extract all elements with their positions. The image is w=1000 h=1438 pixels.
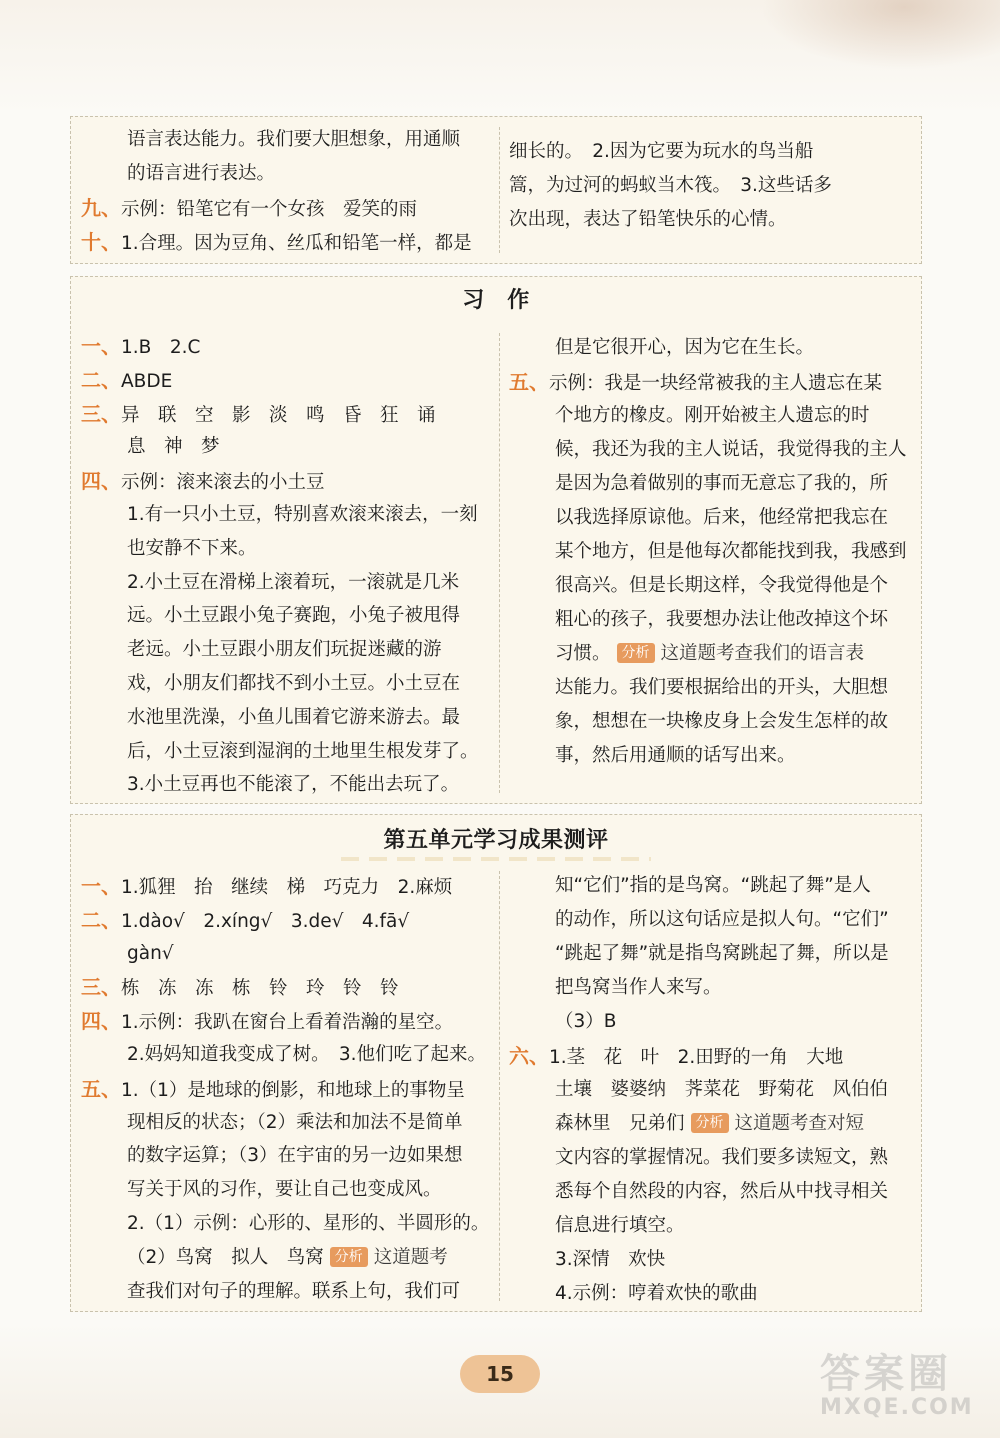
answer-line	[81, 157, 491, 191]
answer-line	[509, 937, 917, 971]
question-number: 一、	[81, 874, 121, 898]
answer-line	[509, 1175, 917, 1209]
answer-line	[81, 970, 491, 1004]
answer-line	[509, 637, 917, 671]
answer-line	[509, 1005, 917, 1039]
answer-line	[81, 566, 491, 600]
answer-text: 以我选择原谅他。后来，他经常把我忘在	[555, 507, 889, 528]
answer-line	[509, 1039, 917, 1073]
answer-line	[81, 1004, 491, 1038]
answer-line	[81, 667, 491, 701]
answer-line	[81, 768, 491, 802]
question-number: 四、	[81, 469, 121, 494]
answer-line	[81, 701, 491, 735]
answer-text: 1.示例：我趴在窗台上看着浩瀚的星空。	[121, 1012, 454, 1034]
answer-line	[509, 1277, 917, 1311]
answer-line	[509, 603, 917, 637]
answer-text: 个地方的橡皮。刚开始被主人遗忘的时	[555, 405, 870, 426]
answer-text: 的数字运算；（3）在宇宙的另一边如果想	[127, 1145, 463, 1167]
question-number: 三、	[81, 975, 121, 1000]
answer-text: 习惯。	[555, 643, 611, 664]
question-number: 二、	[81, 907, 121, 932]
answer-text: 2.妈妈知道我变成了树。 3.他们吃了起来。	[127, 1044, 487, 1065]
answer-text: 息 神 梦	[127, 436, 220, 458]
answer-line	[81, 225, 491, 259]
answer-line	[81, 363, 491, 397]
analysis-text: 这道题考	[373, 1246, 448, 1268]
answer-text: 现相反的状态；（2）乘法和加法不是简单	[127, 1111, 463, 1133]
answer-line	[509, 399, 917, 433]
answer-line	[81, 464, 491, 498]
question-number: 一、	[81, 334, 121, 358]
question-number: 六、	[509, 1044, 549, 1068]
answer-text: 土壤 婆婆纳 荠菜花 野菊花 风伯伯	[555, 1079, 889, 1100]
answer-line	[81, 191, 491, 225]
watermark-line-1: 答案圈	[820, 1351, 952, 1397]
answer-text: 写关于风的习作，要让自己也变成风。	[127, 1179, 442, 1201]
answer-text: 水池里洗澡，小鱼儿围着它游来游去。最	[127, 706, 461, 728]
analysis-badge: 分析	[617, 643, 655, 663]
answer-text: 1.茎 花 叶 2.田野的一角 大地	[549, 1047, 844, 1068]
answer-line	[81, 869, 491, 903]
answer-line	[509, 501, 917, 535]
answer-text: （3）B	[555, 1011, 617, 1032]
answer-text: 的动作，所以这句话应是拟人句。“它们”	[555, 909, 889, 930]
watermark-line-2: MXQE.COM	[820, 1395, 974, 1420]
answer-text: 知“它们”指的是鸟窝。“跳起了舞”是人	[555, 875, 871, 896]
answer-line	[81, 1207, 491, 1241]
answer-text: 文内容的掌握情况。我们要多读短文，熟	[555, 1147, 889, 1168]
answer-line	[509, 569, 917, 603]
answer-text: 1.B 2.C	[121, 337, 201, 358]
answer-line	[509, 135, 917, 169]
question-number: 十、	[81, 230, 121, 254]
answer-line	[509, 1107, 917, 1141]
answer-text: 的语言进行表达。	[127, 163, 276, 184]
answer-line	[509, 203, 917, 237]
answer-line	[81, 430, 491, 464]
answer-text: 栋 冻 冻 栋 铃 玲 铃 铃	[121, 978, 399, 1000]
answer-line	[81, 1072, 491, 1106]
unit-five-test-panel	[70, 814, 922, 1312]
answer-text: 查我们对句子的理解。联系上句，我们可	[127, 1280, 461, 1302]
answer-line	[81, 633, 491, 667]
answer-text: 后，小土豆滚到湿润的土地里生根发芽了。	[127, 740, 479, 762]
answer-text: 达能力。我们要根据给出的开头，大胆想	[555, 677, 889, 698]
column-divider	[499, 127, 500, 253]
answer-line	[81, 735, 491, 769]
column-divider	[499, 871, 500, 1301]
answer-text: 事，然后用通顺的话写出来。	[555, 745, 796, 766]
answer-text: 森林里 兄弟们	[555, 1113, 685, 1134]
answer-line	[81, 532, 491, 566]
answer-text: 细长的。 2.因为它要为玩水的鸟当船	[509, 141, 814, 162]
answer-line	[81, 1038, 491, 1072]
answer-text: 信息进行填空。	[555, 1215, 685, 1236]
answer-line	[509, 705, 917, 739]
analysis-badge: 分析	[330, 1247, 368, 1267]
answer-text: 语言表达能力。我们要大胆想象，用通顺	[127, 129, 461, 150]
question-number: 五、	[81, 1076, 121, 1101]
answer-text: 1.dào√ 2.xíng√ 3.de√ 4.fā√	[121, 910, 410, 932]
answer-line	[509, 971, 917, 1005]
answer-line	[509, 1073, 917, 1107]
answer-text: ABDE	[121, 370, 173, 392]
answer-text: 3.小土豆再也不能滚了，不能出去玩了。	[127, 774, 460, 796]
answer-text: “跳起了舞”就是指鸟窝跳起了舞，所以是	[555, 943, 889, 964]
answer-text: 但是它很开心，因为它在生长。	[555, 337, 815, 358]
section-title-writing: 习 作	[462, 288, 530, 313]
answer-text: 粗心的孩子，我要想办法让他改掉这个坏	[555, 609, 889, 630]
answer-text: 老远。小土豆跟小朋友们玩捉迷藏的游	[127, 639, 442, 661]
answer-line	[81, 397, 491, 431]
section-title-unit-five: 第五单元学习成果测评	[383, 828, 609, 853]
answer-text: 篙，为过河的蚂蚁当木筏。 3.这些话多	[509, 175, 832, 196]
answer-text: （2）鸟窝 拟人 鸟窝	[127, 1246, 324, 1268]
answer-line	[81, 1241, 491, 1275]
answer-text: 示例：滚来滚去的小土豆	[121, 472, 325, 494]
answer-line	[509, 467, 917, 501]
answer-line	[81, 123, 491, 157]
analysis-text: 这道题考查对短	[734, 1113, 865, 1134]
answer-text: 3.深情 欢快	[555, 1249, 666, 1270]
answer-line	[509, 903, 917, 937]
answer-panel-continued	[70, 116, 922, 264]
answer-line	[509, 1141, 917, 1175]
answer-line	[81, 1106, 491, 1140]
answer-line	[509, 535, 917, 569]
question-number: 三、	[81, 401, 121, 426]
answer-text: 1.有一只小土豆，特别喜欢滚来滚去，一刻	[127, 504, 478, 525]
answer-text: 某个地方，但是他每次都能找到我，我感到	[555, 541, 907, 562]
analysis-badge: 分析	[691, 1113, 729, 1133]
answer-text: 1.合理。因为豆角、丝瓜和铅笔一样，都是	[121, 233, 472, 254]
answer-line	[509, 365, 917, 399]
answer-text: gàn√	[127, 942, 174, 964]
answer-line	[509, 433, 917, 467]
answer-text: 示例：我是一块经常被我的主人遗忘在某	[549, 373, 883, 394]
question-number: 五、	[509, 370, 549, 394]
answer-line	[81, 1139, 491, 1173]
paper-stain	[760, 0, 1000, 70]
answer-line	[81, 329, 491, 363]
answer-text: 4.示例：哼着欢快的歌曲	[555, 1283, 758, 1304]
answer-text: 异 联 空 影 淡 鸣 昏 狂 诵	[121, 404, 436, 426]
answer-line	[509, 671, 917, 705]
page-number: 15	[460, 1355, 540, 1393]
answer-line	[509, 739, 917, 773]
answer-text: 悉每个自然段的内容，然后从中找寻相关	[555, 1181, 889, 1202]
answer-text: 1.狐狸 抬 继续 梯 巧克力 2.麻烦	[121, 877, 453, 898]
question-number: 二、	[81, 367, 121, 392]
answer-text: 很高兴。但是长期这样，令我觉得他是个	[555, 575, 889, 596]
answer-text: 象，想想在一块橡皮身上会发生怎样的故	[555, 711, 889, 732]
answer-line	[81, 1173, 491, 1207]
answer-text: 2.（1）示例：心形的、星形的、半圆形的。	[127, 1213, 490, 1234]
answer-text: 1.（1）是地球的倒影，和地球上的事物呈	[121, 1079, 465, 1101]
answer-line	[509, 331, 917, 365]
answer-text: 示例：铅笔它有一个女孩 爱笑的雨	[121, 199, 418, 220]
answer-text: 戏，小朋友们都找不到小土豆。小土豆在	[127, 673, 461, 694]
analysis-text: 这道题考查我们的语言表	[660, 643, 865, 664]
answer-text: 远。小土豆跟小兔子赛跑，小兔子被甩得	[127, 605, 461, 627]
question-number: 九、	[81, 196, 121, 220]
answer-line	[81, 498, 491, 532]
answer-line	[509, 869, 917, 903]
answer-text: 把鸟窝当作人来写。	[555, 977, 722, 998]
answer-line	[509, 1243, 917, 1277]
answer-line	[81, 1275, 491, 1309]
question-number: 四、	[81, 1009, 121, 1034]
answer-text: 候，我还为我的主人说话，我觉得我的主人	[555, 439, 907, 460]
answer-text: 次出现，表达了铅笔快乐的心情。	[509, 209, 787, 230]
answer-text: 2.小土豆在滑梯上滚着玩，一滚就是几米	[127, 571, 460, 593]
answer-line	[81, 903, 491, 937]
site-watermark	[820, 1352, 990, 1428]
answer-text: 是因为急着做别的事而无意忘了我的，所	[555, 473, 889, 494]
answer-line	[509, 169, 917, 203]
writing-answers-panel	[70, 276, 922, 804]
title-decoration	[341, 857, 651, 861]
answer-line	[509, 1209, 917, 1243]
answer-text: 也安静不下来。	[127, 537, 257, 559]
answer-line	[81, 599, 491, 633]
answer-line	[81, 937, 491, 971]
column-divider	[499, 333, 500, 793]
